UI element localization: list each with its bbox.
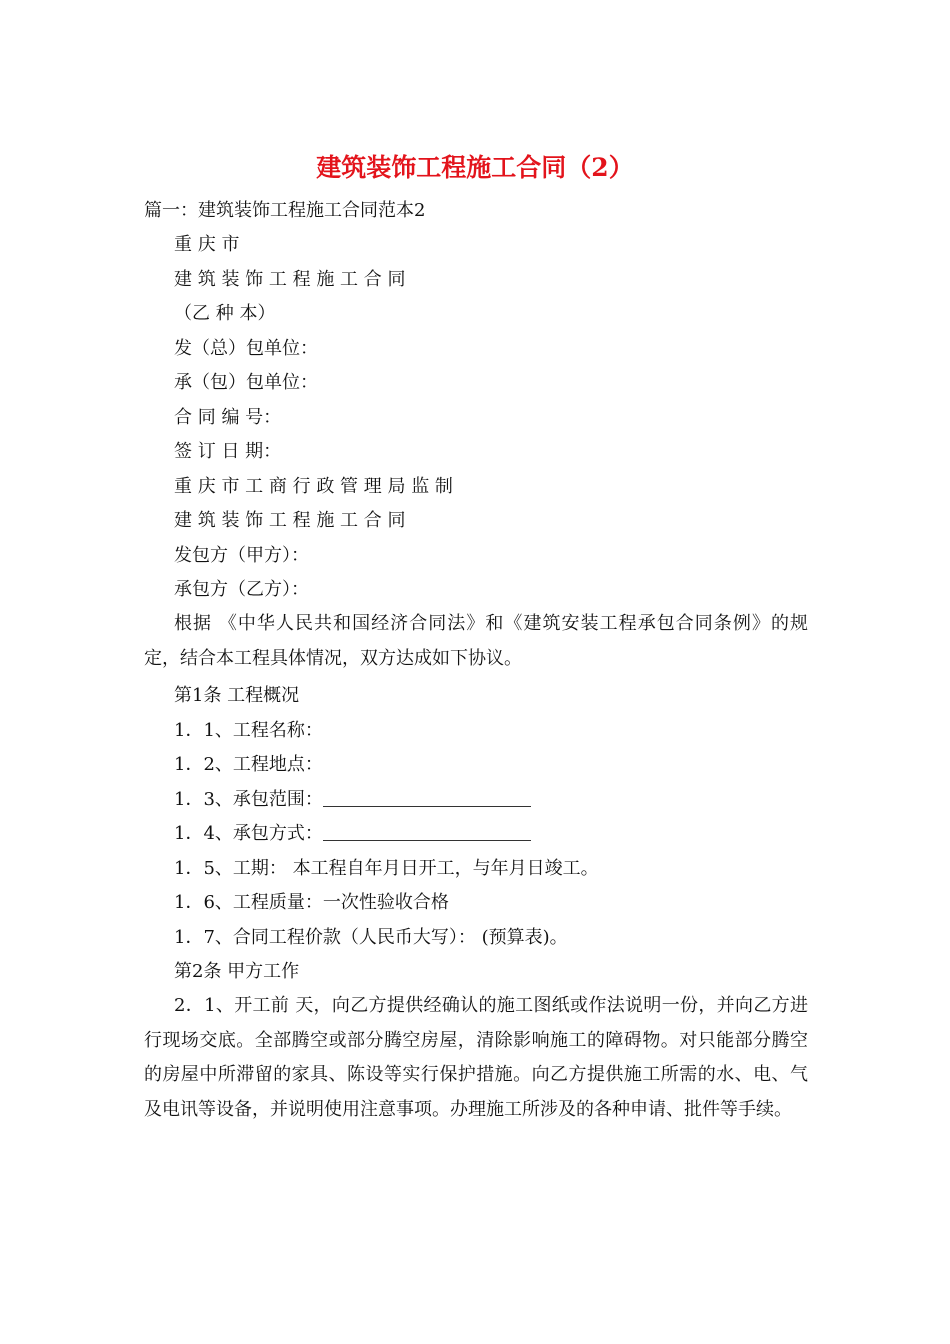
party-b-label: 承包方（乙方）： [174, 579, 309, 600]
section-heading: 篇一：建筑装饰工程施工合同范本2 [144, 200, 426, 221]
cover-edition: （乙 种 本） [174, 303, 276, 324]
document-title: 建筑装饰工程施工合同（2） [316, 153, 634, 182]
employer-label: 发（总）包单位： [174, 338, 318, 359]
sign-date-label: 签 订 日 期： [174, 441, 282, 462]
article1-heading: 第1条 工程概况 [174, 685, 300, 706]
article2-item1-paragraph: 2．1、开工前 天，向乙方提供经确认的施工图纸或作法说明一份，并向乙方进行现场交底。全部腾空或部分腾空房屋，清除影响施工的障碍物。对只能部分腾空的房屋中所滞留的家具、陈设等实行保护措施。向乙方提供施工所需的水、电、气及电讯等设备，并说明使用注意事项。办理施工所涉及的各种申请、批件等手续。 [144, 995, 808, 1120]
cover-contract-name: 建 筑 装 饰 工 程 施 工 合 同 [174, 269, 406, 290]
article1-item5: 1．5、工期： 本工程自年月日开工，与年月日竣工。 [174, 858, 599, 879]
article1-item6: 1．6、工程质量：一次性验收合格 [174, 892, 449, 913]
article1-item4: 1．4、承包方式： [174, 823, 323, 844]
article1-item3: 1．3、承包范围： [174, 789, 323, 810]
article1-item1: 1．1、工程名称： [174, 720, 323, 741]
preamble-paragraph: 根据 《中华人民共和国经济合同法》和《建筑安装工程承包合同条例》的规定，结合本工程具体情况，双方达成如下协议。 [144, 613, 808, 669]
fill-in-blank [323, 788, 531, 807]
cover-city: 重 庆 市 [174, 234, 240, 255]
contract-number-label: 合 同 编 号： [174, 407, 282, 428]
body-title: 建 筑 装 饰 工 程 施 工 合 同 [174, 510, 406, 531]
article2-heading: 第2条 甲方工作 [174, 961, 300, 982]
supervisor-line: 重 庆 市 工 商 行 政 管 理 局 监 制 [174, 476, 453, 497]
contractor-label: 承（包）包单位： [174, 372, 318, 393]
article1-item3-row [174, 787, 531, 813]
article1-item7: 1．7、合同工程价款（人民币大写）： (预算表)。 [174, 927, 568, 948]
article1-item4-row [174, 821, 531, 847]
party-a-label: 发包方（甲方）： [174, 545, 309, 566]
fill-in-blank [323, 822, 531, 841]
article1-item2: 1．2、工程地点： [174, 754, 323, 775]
